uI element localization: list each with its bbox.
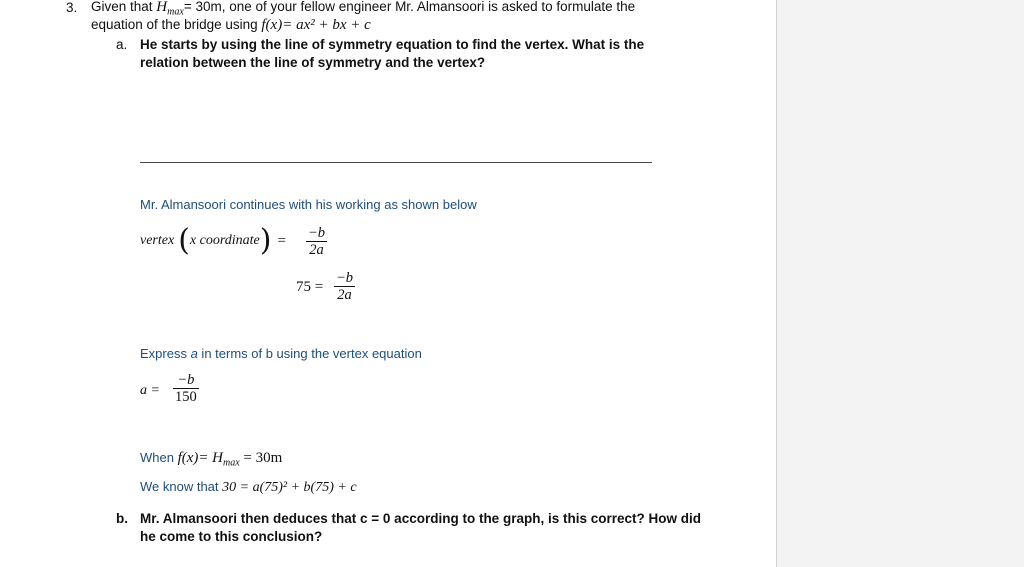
express-pre: Express [140,346,191,361]
express-a: a [190,346,198,361]
intro-pre: Given that [91,0,157,14]
fraction-numerator: −b [336,270,354,286]
right-paren: ) [259,223,272,258]
express-instruction [140,346,422,361]
side-panel [776,0,1024,567]
when-rest: = 30m [239,450,283,466]
when-hmax-subscript: max [222,457,240,469]
line2-pre: equation of the bridge using [91,17,262,32]
when-pre: When [140,450,178,465]
working-intro: Mr. Almansoori continues with his working as shown below [140,197,477,212]
part-a-line2: relation between the line of symmetry and the vertex? [140,55,486,70]
express-post: in terms of b using the vertex equation [197,346,422,361]
we-know-pre: We know that [140,479,223,494]
part-b-line1: Mr. Almansoori then deduces that c = 0 according to the graph, is this correct? How did [140,511,701,526]
function-formula: f(x)= ax² + bx + c [261,17,371,33]
question-number: 3. [66,0,78,15]
part-a-line1: He starts by using the line of symmetry equation to find the vertex. What is the [140,37,645,52]
seventy-five-equals: 75 = [296,279,324,295]
hmax-symbol: H [156,0,168,15]
we-know-equation: 30 = a(75)² + b(75) + c [222,480,357,495]
part-a-label: a. [116,37,128,52]
part-b-line2: he come to this conclusion? [140,529,323,544]
intro-mid: = 30m, one of your fellow engineer Mr. Almansoori is asked to formulate the [183,0,636,14]
fraction-neg-b-over-150 [173,372,199,405]
fraction-numerator: −b [177,372,195,388]
question3-line2 [91,17,371,34]
a-equals: a = [140,383,160,398]
part-b-label: b. [116,511,128,526]
fraction-denominator: 2a [309,242,324,258]
hmax-subscript: max [167,6,184,18]
fraction-denominator: 150 [175,389,197,405]
we-know-line [140,479,357,496]
fraction-neg-b-over-2a-1 [306,225,327,258]
fraction-numerator: −b [308,225,326,241]
equals-sign: = [277,232,286,249]
question3-line1 [91,0,635,18]
answer-line[interactable] [140,162,652,163]
left-paren: ( [178,223,190,258]
fraction-neg-b-over-2a-2 [334,270,355,303]
when-hmax-symbol: H [212,450,223,466]
fraction-denominator: 2a [337,287,352,303]
when-function: f(x)= [177,450,209,466]
when-line [140,450,282,469]
vertex-word: vertex [140,233,175,248]
vertex-equation [140,223,286,258]
x-coordinate-text: x coordinate [189,233,260,248]
